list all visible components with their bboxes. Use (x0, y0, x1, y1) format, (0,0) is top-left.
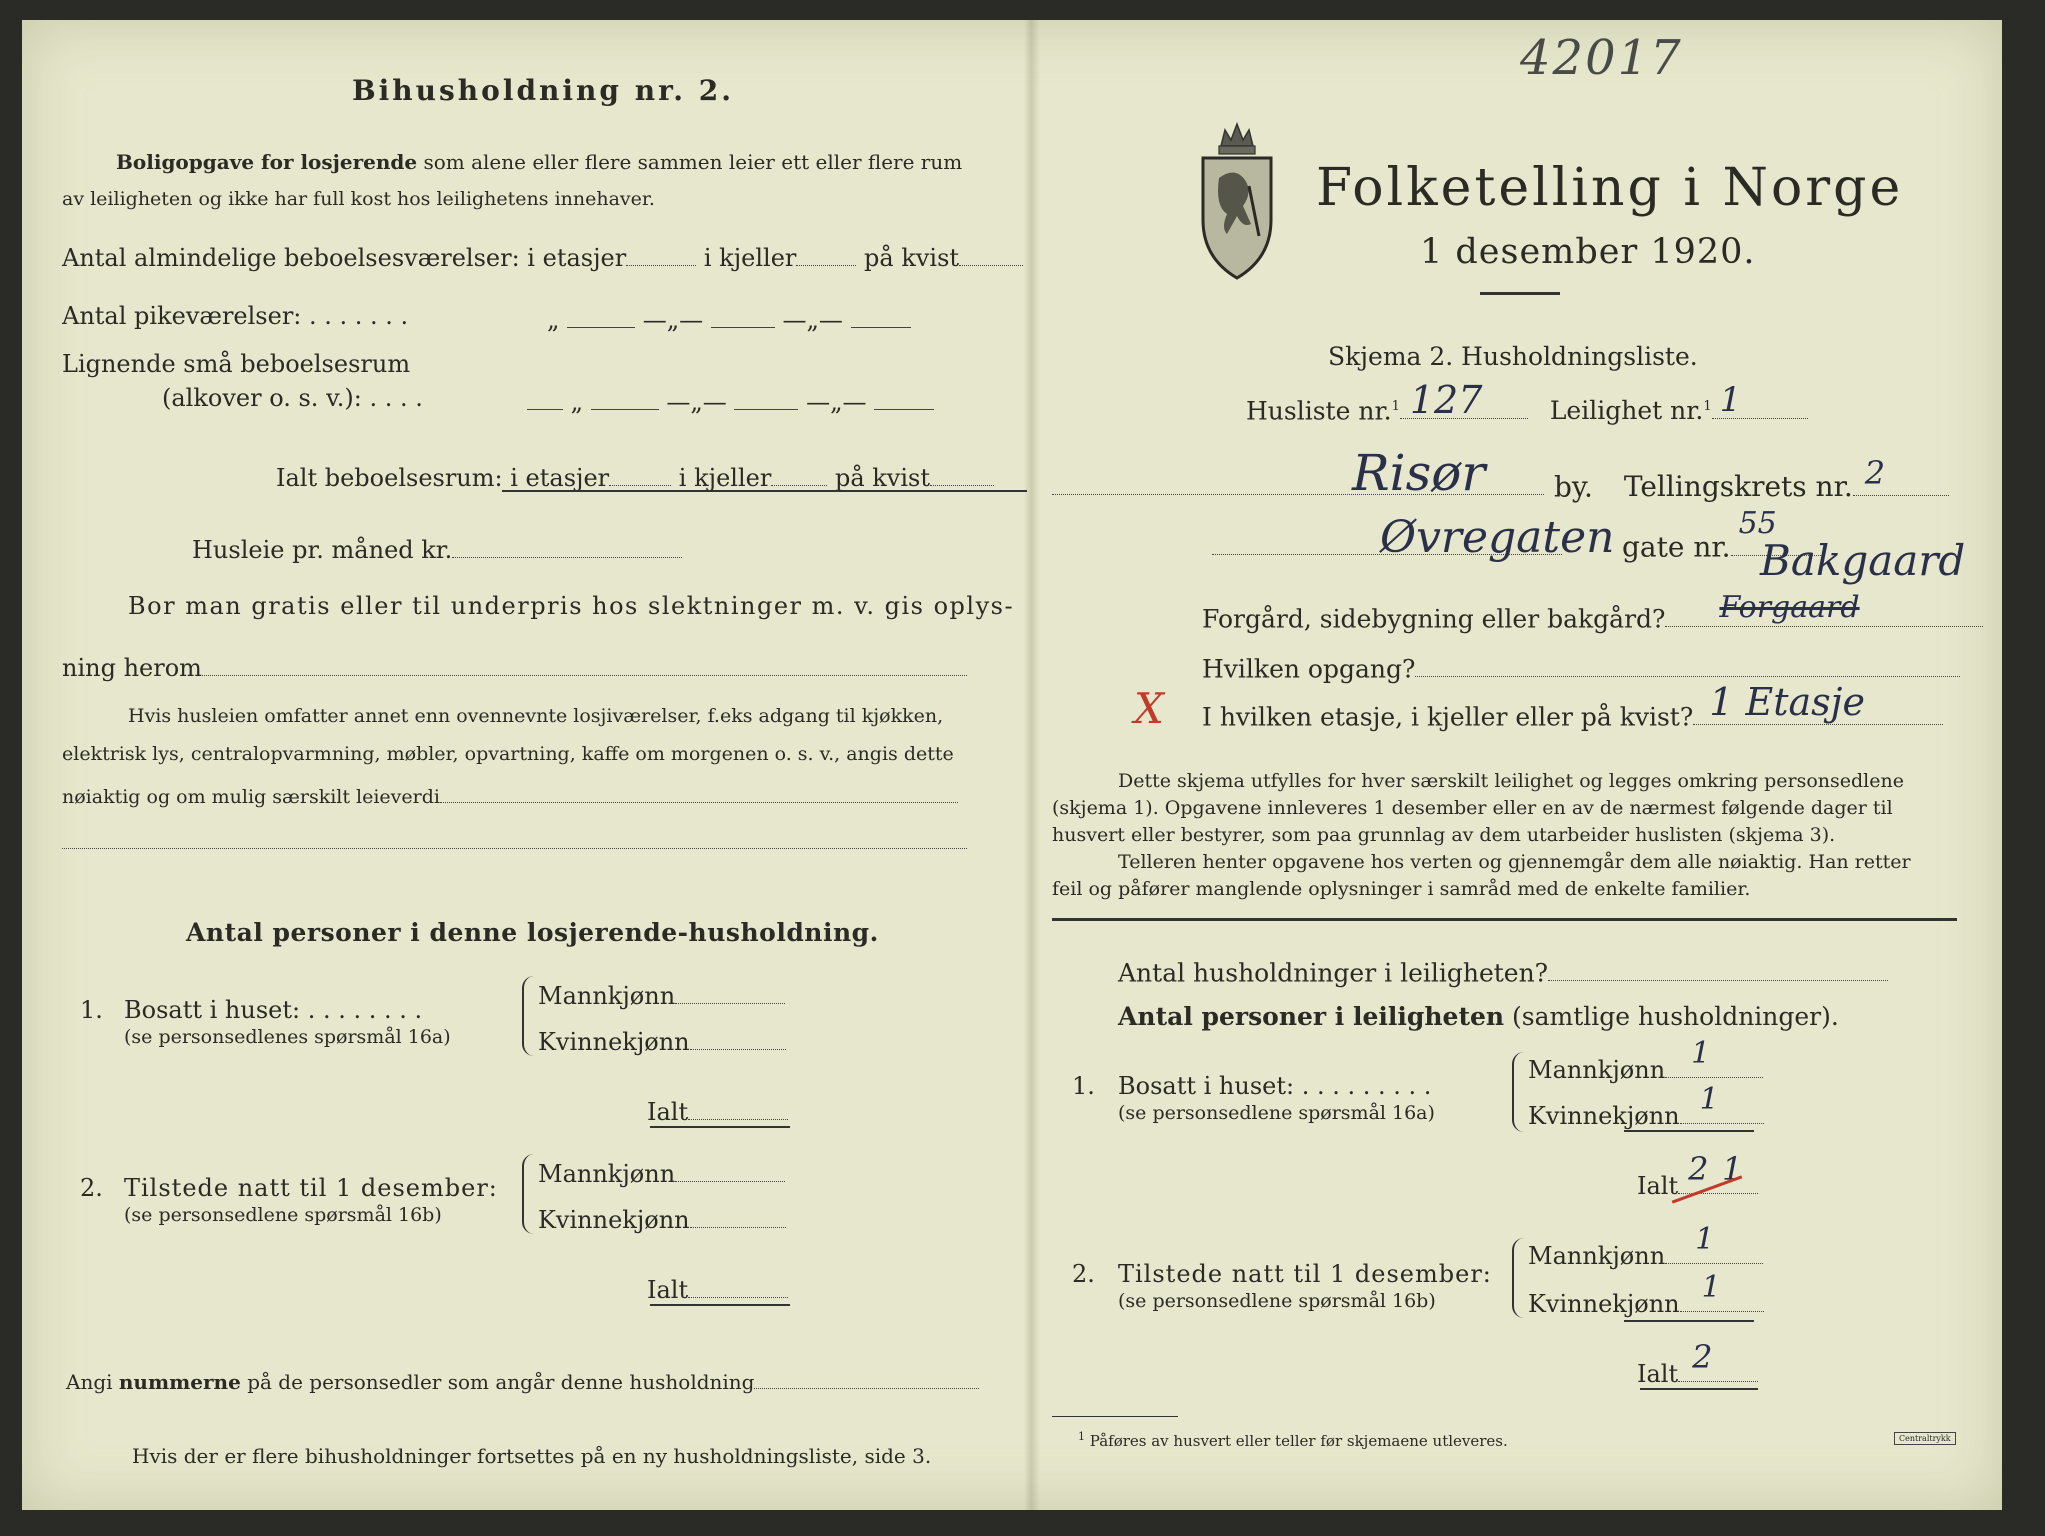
numbers-field[interactable] (754, 1367, 979, 1389)
right-q2-male-value: 1 (1695, 1222, 1715, 1257)
title-rule (1480, 292, 1560, 295)
gratis-line-1: Bor man gratis eller til underpris hos slektninger m. v. gis oplys- (128, 592, 1015, 620)
left-intro-line-2: av leiligheten og ikke har full kost hos leilighetens innehaver. (62, 188, 655, 210)
red-check-mark: X (1134, 684, 1164, 733)
gate-label: gate nr. (1622, 530, 1731, 564)
left-q2-total-field[interactable] (688, 1272, 788, 1298)
maid-kjeller-field[interactable] (711, 302, 775, 328)
left-q2-sub: (se personsedlene spørsmål 16b) (124, 1204, 442, 1226)
right-q2-male-label: Mannkjønn (1528, 1242, 1666, 1271)
printer-mark-stamp: Centraltrykk (1894, 1432, 1956, 1445)
instruction-1: Dette skjema utfylles for hver særskilt leilighet og legges omkring personsedlene (1118, 770, 1904, 792)
footnote-text: Påføres av husvert eller teller før skjemaene utleveres. (1089, 1432, 1508, 1450)
maid-fields (547, 302, 1027, 334)
leilighet-label: Leilighet nr. (1549, 396, 1704, 426)
total-rooms-underline (502, 490, 1027, 492)
right-schema: Skjema 2. Husholdningsliste. (1328, 342, 1698, 371)
etasje-field[interactable] (1693, 680, 1943, 725)
town-by-row (1554, 454, 1949, 504)
etasje-value: 1 Etasje (1709, 680, 1865, 724)
census-form-sheet (22, 20, 2002, 1510)
left-note-3 (62, 782, 958, 808)
center-fold (1024, 20, 1040, 1510)
left-q1-male-label: Mannkjønn (538, 982, 676, 1011)
forgard-label: Forgård, sidebygning eller bakgård? (1202, 604, 1666, 634)
rooms-etasjer-field[interactable] (626, 240, 696, 266)
right-q2-label: Tilstede natt til 1 desember: (1118, 1260, 1492, 1288)
right-q1-total-value: 2 (1688, 1150, 1709, 1188)
right-q2-brace (1512, 1238, 1524, 1318)
husliste-row (1246, 378, 1808, 426)
numbers-prefix: Angi (66, 1370, 113, 1394)
gratis-line-2 (62, 650, 967, 682)
left-q1-total-row (647, 1094, 788, 1126)
instructions-rule (1052, 918, 1957, 921)
left-q2-male-row (538, 1156, 785, 1188)
left-intro-bold: Boligopgave for losjerende (116, 150, 418, 174)
norwegian-coat-of-arms-icon (1197, 116, 1277, 284)
left-q2-total-label: Ialt (647, 1276, 689, 1305)
forgard-row (1202, 590, 1983, 634)
leilighet-value: 1 (1719, 380, 1742, 420)
left-q2-total-underline (650, 1304, 790, 1306)
forgard-value: Bakgaard (1760, 536, 1966, 585)
right-q2-female-row (1528, 1270, 1764, 1319)
households-label: Antal husholdninger i leiligheten? (1118, 958, 1549, 988)
right-q2-total-value: 2 (1692, 1338, 1713, 1376)
archive-number: 42017 (1520, 30, 1683, 86)
opgang-label: Hvilken opgang? (1202, 654, 1416, 684)
right-q1-total-label: Ialt (1637, 1172, 1679, 1201)
total-rooms-etasjer-field[interactable] (609, 460, 671, 486)
left-q1-female-field[interactable] (690, 1024, 786, 1050)
left-q2-female-field[interactable] (690, 1202, 786, 1228)
left-q1-num: 1. (80, 996, 103, 1024)
left-q1-male-field[interactable] (675, 978, 785, 1004)
right-q1-subtotal-rule (1624, 1130, 1754, 1132)
instruction-5: feil og påfører manglende oplysninger i samråd med de enkelte familier. (1052, 878, 1751, 900)
krets-label: Tellingskrets nr. (1623, 470, 1853, 504)
forgard-field[interactable] (1665, 590, 1983, 627)
total-rooms-label-kjeller: i kjeller (678, 464, 772, 493)
small-rooms-ditto: „ (570, 388, 584, 417)
small-rooms-kvist-ditto: —„— (806, 388, 867, 417)
leilighet-field[interactable] (1712, 380, 1808, 420)
rooms-label-kvist: på kvist (864, 244, 960, 273)
husliste-field[interactable] (1400, 378, 1528, 422)
maid-ditto: „ (547, 306, 560, 335)
right-q2-num: 2. (1072, 1260, 1095, 1288)
right-q1-male-row (1528, 1036, 1763, 1085)
rooms-label-etasjer: Antal almindelige beboelsesværelser: i etasjer (62, 244, 627, 273)
left-q1-female-label: Kvinnekjønn (538, 1028, 690, 1057)
left-continue-note: Hvis der er flere bihusholdninger fortsettes på en ny husholdningsliste, side 3. (132, 1444, 932, 1468)
instruction-2: (skjema 1). Opgavene innleveres 1 desember eller en av de nærmest følgende dager til (1052, 797, 1893, 819)
right-date: 1 desember 1920. (1420, 232, 1756, 272)
maid-kjeller-ditto: —„— (642, 306, 704, 335)
right-q1-total-field[interactable] (1678, 1150, 1758, 1194)
right-q2-male-field[interactable] (1665, 1222, 1763, 1264)
right-title: Folketelling i Norge (1316, 158, 1904, 218)
leieverdi-field-line-2[interactable] (62, 848, 967, 849)
right-q1-female-field[interactable] (1680, 1082, 1764, 1124)
etasje-label: I hvilken etasje, i kjeller eller på kvist? (1202, 702, 1694, 732)
left-q1-total-field[interactable] (688, 1094, 788, 1120)
right-q2-total-underline (1640, 1388, 1758, 1390)
rooms-kvist-field[interactable] (959, 240, 1023, 266)
right-q1-female-value: 1 (1699, 1082, 1719, 1117)
left-note-3-text: nøiaktig og om mulig særskilt leieverdi (62, 785, 440, 808)
gratis-field[interactable] (202, 650, 967, 676)
right-q2-female-value: 1 (1701, 1270, 1721, 1305)
footnote-rule (1052, 1416, 1178, 1417)
maid-label: Antal pikeværelser: . . . . . . . (62, 302, 409, 330)
left-row-rent (192, 532, 682, 564)
small-rooms-fields (527, 384, 1027, 416)
opgang-field[interactable] (1415, 650, 1960, 677)
rent-field[interactable] (452, 532, 682, 558)
forgard-struck-value: Forgaard (1719, 590, 1860, 625)
right-q2-subtotal-rule (1624, 1320, 1754, 1322)
right-q1-total-row (1637, 1150, 1758, 1201)
maid-kvist-field[interactable] (851, 302, 911, 328)
right-q2-female-field[interactable] (1680, 1270, 1764, 1312)
left-q2-female-label: Kvinnekjønn (538, 1206, 690, 1235)
instruction-3: husvert eller bestyrer, som paa grunnlag av dem utarbeider huslisten (skjema 3). (1052, 824, 1836, 846)
right-panel-husholdningsliste (1052, 20, 1982, 1510)
right-q1-num: 1. (1072, 1072, 1095, 1100)
right-q2-total-field[interactable] (1678, 1338, 1758, 1382)
rooms-label-kjeller: i kjeller (703, 244, 797, 273)
right-q1-female-row (1528, 1082, 1764, 1131)
krets-value: 2 (1864, 454, 1886, 492)
leilighet-footnote-mark: 1 (1703, 398, 1712, 414)
rooms-kjeller-field[interactable] (796, 240, 856, 266)
left-numbers-row (66, 1367, 979, 1394)
left-intro-rest-1: som alene eller flere sammen leier ett eller flere rum (423, 150, 963, 174)
left-q2-brace (522, 1154, 534, 1234)
small-rooms-kjeller-ditto: —„— (666, 388, 727, 417)
left-note-1: Hvis husleien omfatter annet enn ovennevnte losjiværelser, f.eks adgang til kjøkken, (128, 705, 944, 727)
left-row-rooms (62, 240, 1023, 272)
numbers-bold: nummerne (118, 1370, 241, 1394)
rent-label: Husleie pr. måned kr. (192, 536, 453, 565)
left-intro-line-1 (116, 150, 962, 174)
right-q1-male-label: Mannkjønn (1528, 1056, 1666, 1085)
right-persons-heading (1118, 1002, 1839, 1031)
left-row-maid (62, 302, 408, 330)
left-q1-female-row (538, 1024, 786, 1056)
left-q2-male-field[interactable] (675, 1156, 785, 1182)
right-q1-female-label: Kvinnekjønn (1528, 1102, 1680, 1131)
total-rooms-kvist-field[interactable] (930, 460, 994, 486)
small-rooms-kvist-field[interactable] (874, 384, 934, 410)
right-persons-bold: Antal personer i leiligheten (1118, 1002, 1505, 1031)
left-persons-heading: Antal personer i denne losjerende-husholdning. (186, 918, 879, 947)
footnote-mark: 1 (1078, 1430, 1085, 1443)
right-q2-male-row (1528, 1222, 1763, 1271)
small-rooms-label-1: Lignende små beboelsesrum (62, 350, 411, 378)
households-row (1118, 954, 1888, 987)
right-q1-brace (1512, 1052, 1524, 1132)
right-q1-male-value: 1 (1691, 1036, 1711, 1071)
left-q1-total-underline (650, 1126, 790, 1128)
right-q1-sub: (se personsedlene spørsmål 16a) (1118, 1102, 1435, 1124)
instruction-4: Telleren henter opgavene hos verten og gjennemgår dem alle nøiaktig. Han retter (1118, 851, 1911, 873)
left-q1-label: Bosatt i huset: . . . . . . . . (124, 996, 423, 1024)
left-note-2: elektrisk lys, centralopvarmning, møbler, opvartning, kaffe om morgenen o. s. v., angis dette (62, 743, 954, 765)
maid-etasjer-field[interactable] (567, 302, 635, 328)
left-q2-total-row (647, 1272, 788, 1304)
right-q2-total-label: Ialt (1637, 1360, 1679, 1389)
street-value: Øvregaten (1380, 512, 1615, 563)
numbers-rest: på de personsedler som angår denne husholdning (247, 1370, 755, 1394)
gate-value: 55 (1738, 506, 1777, 541)
right-q1-total-check: 1 (1722, 1150, 1743, 1188)
town-label: by. (1554, 470, 1593, 504)
left-row-total-rooms (276, 460, 994, 492)
small-rooms-lead-line (527, 384, 563, 410)
total-rooms-kjeller-field[interactable] (771, 460, 827, 486)
husliste-value: 127 (1409, 378, 1483, 422)
left-q2-female-row (538, 1202, 786, 1234)
left-panel-bihusholdning (62, 20, 1015, 1510)
left-q2-label: Tilstede natt til 1 desember: (124, 1174, 498, 1202)
etasje-row (1202, 680, 1943, 732)
households-field[interactable] (1548, 954, 1888, 981)
leieverdi-field[interactable] (440, 782, 958, 803)
town-value: Risør (1352, 444, 1486, 502)
husliste-footnote-mark: 1 (1391, 398, 1400, 414)
opgang-row (1202, 650, 1960, 683)
small-rooms-etasjer-field[interactable] (591, 384, 659, 410)
small-rooms-label-2: (alkover o. s. v.): . . . . (162, 384, 423, 412)
left-q2-num: 2. (80, 1174, 103, 1202)
gratis-label: ning herom (62, 654, 202, 683)
left-q1-brace (522, 976, 534, 1056)
left-q1-total-label: Ialt (647, 1098, 689, 1127)
left-q1-sub: (se personsedlenes spørsmål 16a) (124, 1026, 451, 1048)
krets-field[interactable] (1853, 454, 1949, 496)
maid-kvist-ditto: —„— (782, 306, 843, 335)
right-q1-male-field[interactable] (1665, 1036, 1763, 1078)
right-q1-label: Bosatt i huset: . . . . . . . . . (1118, 1072, 1432, 1100)
right-q2-total-row (1637, 1338, 1758, 1389)
husliste-label: Husliste nr. (1246, 396, 1392, 426)
left-title: Bihusholdning nr. 2. (352, 74, 734, 107)
small-rooms-kjeller-field[interactable] (734, 384, 798, 410)
total-rooms-label-etasjer: Ialt beboelsesrum: i etasjer (276, 464, 610, 493)
footnote-row (1078, 1430, 1508, 1450)
total-rooms-label-kvist: på kvist (834, 464, 930, 493)
left-q1-male-row (538, 978, 785, 1010)
right-persons-rest: (samtlige husholdninger). (1512, 1002, 1839, 1031)
right-q2-female-label: Kvinnekjønn (1528, 1290, 1680, 1319)
left-q2-male-label: Mannkjønn (538, 1160, 676, 1189)
right-q2-sub: (se personsedlene spørsmål 16b) (1118, 1290, 1436, 1312)
